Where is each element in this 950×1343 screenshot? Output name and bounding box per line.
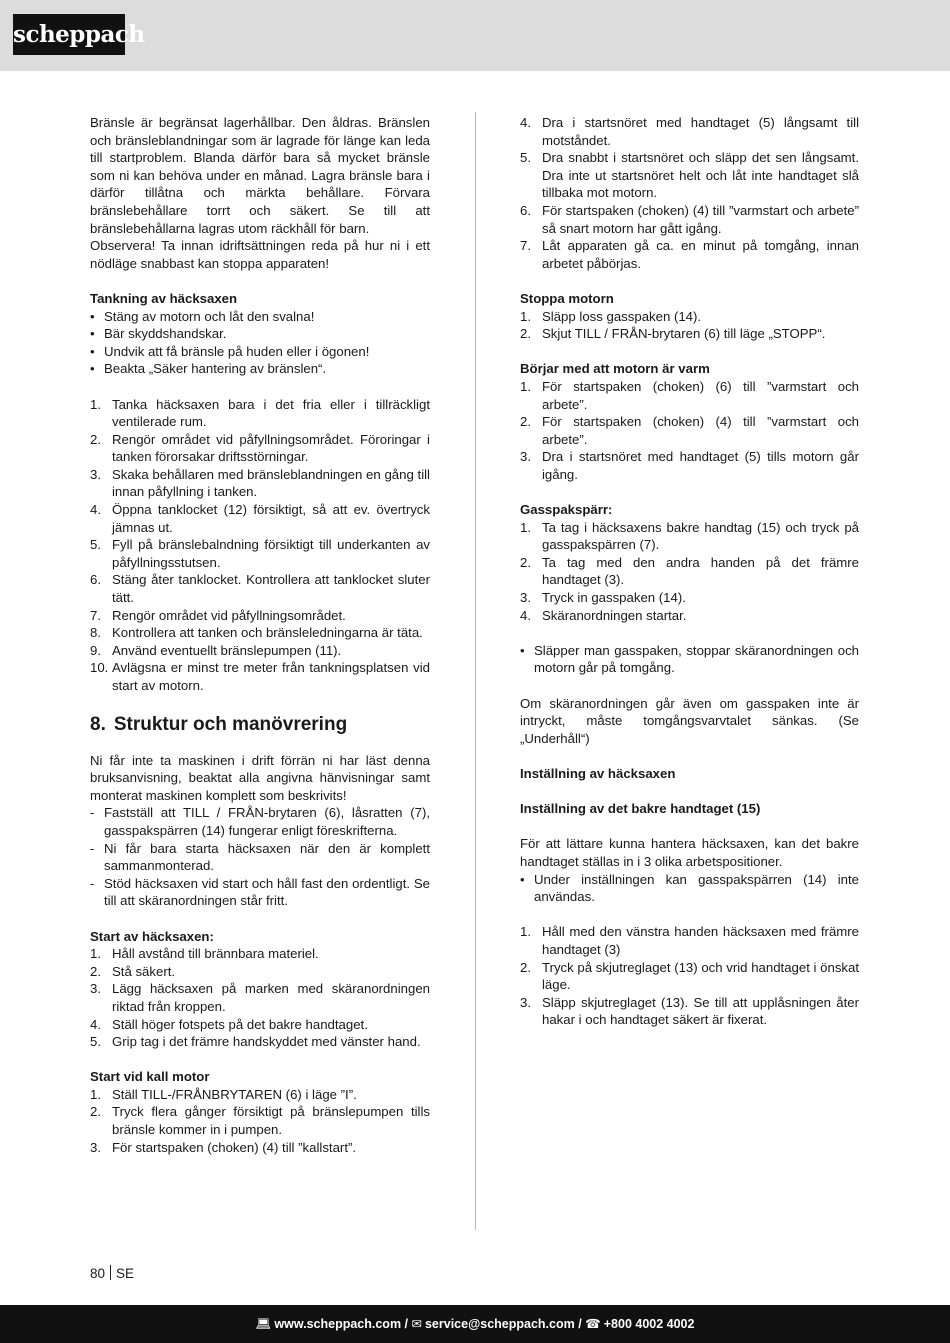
idle-speed-note: Om skäranordningen går även om gasspaken inte är intryckt, måste tomgångsvarvtalet sänkas. (Se „Underhåll“) (520, 695, 859, 746)
rear-handle-steps-list (520, 923, 859, 1029)
list-item: 5. Grip tag i det främre handskyddet med vänster hand. (90, 1034, 421, 1050)
list-item: 3. Dra i startsnöret med handtaget (5) tills motorn går igång. (520, 449, 859, 482)
list-item: 1. Håll med den vänstra handen häcksaxen med främre handtaget (3) (520, 924, 859, 957)
list-item: 1. Tanka häcksaxen bara i det fria eller i tillräckligt ventilerade rum. (90, 396, 430, 430)
list-item: • Beakta „Säker hantering av bränslen“. (90, 361, 327, 377)
list-item: 3. Lägg häcksaxen på marken med skäranordningen riktad från kroppen. (90, 981, 430, 1014)
list-item: 4. Skäranordningen startar. (520, 607, 687, 623)
refuel-steps-list (90, 396, 430, 695)
list-item: 1. Håll avstånd till brännbara materiel. (90, 946, 319, 962)
list-item: 9. Använd eventuellt bränslepumpen (11). (90, 642, 342, 658)
settings-heading: Inställning av häcksaxen (520, 765, 676, 781)
list-item: 1. Släpp loss gasspaken (14). (520, 308, 702, 324)
envelope-icon: ✉︎ (411, 1317, 422, 1331)
list-item: 2. För startspaken (choken) (4) till ”varmstart och arbete”. (520, 414, 859, 447)
list-item: 1. För startspaken (choken) (6) till ”varmstart och arbete”. (520, 378, 859, 412)
stop-engine-steps-list (520, 308, 859, 343)
rear-handle-heading: Inställning av det bakre handtaget (15) (520, 801, 761, 817)
list-item: 8. Kontrollera att tanken och bränsleledningarna är täta. (90, 625, 423, 641)
list-item: 2. Tryck på skjutreglaget (13) och vrid handtaget i önskat läge. (520, 959, 859, 993)
list-item: - Stöd häcksaxen vid start och håll fast den ordentligt. Se till att skäranordningen står fritt. (90, 875, 430, 909)
section-heading (90, 713, 430, 737)
list-item: 2. Ta tag med den andra handen på det främre handtaget (3). (520, 554, 859, 588)
warm-start-heading: Börjar med att motorn är varm (520, 361, 710, 377)
cold-start-heading: Start vid kall motor (90, 1069, 210, 1085)
list-item: 5. Dra snabbt i startsnöret och släpp det sen långsamt. Dra inte ut startsnöret helt och låt inte handtaget slå tillbaka mot motorn. (520, 150, 859, 201)
throttle-lock-heading: Gasspakspärr: (520, 502, 613, 518)
list-item: - Ni får bara starta häcksaxen när den är komplett sammanmonterad. (90, 840, 430, 874)
list-item: • Bär skyddshandskar. (90, 326, 227, 342)
cold-start-steps-list (90, 1086, 430, 1156)
column-divider (475, 112, 476, 1230)
cold-start-steps-continued (520, 114, 859, 272)
section-title: Struktur och manövrering (113, 713, 348, 735)
throttle-release-bullet: • Släpper man gasspaken, stoppar skäranordningen och motorn går på tomgång. (520, 642, 859, 676)
list-item: • Undvik att få bränsle på huden eller i ögonen! (90, 343, 370, 359)
list-item: 6. Stäng åter tanklocket. Kontrollera att tanklocket sluter tätt. (90, 572, 430, 606)
list-item: 6. För startspaken (choken) (4) till ”varmstart och arbete” så snart motorn har gått igång. (520, 202, 859, 236)
language-code: SE (116, 1266, 135, 1281)
list-item: 4. Ställ höger fotspets på det bakre handtaget. (90, 1016, 368, 1032)
rear-handle-intro: För att lättare kunna hantera häcksaxen, kan det bakre handtaget ställas in i 3 olika arbetspositioner. (520, 836, 859, 869)
fuel-storage-paragraph: Bränsle är begränsat lagerhållbar. Den åldras. Bränslen och bränsleblandningar som är lagrade för länge kan leda till startproblem. Blanda därför bara så mycket bränsle som ni kan behöva under en månad. Lagra bränsle bara i därför tillåtna och märkta behållare. Förvara bränslebehållare torrt och säkert. Se till att bränslebehållarna lagras utom räckhåll för barn. (90, 115, 430, 236)
start-steps-list (90, 945, 430, 1051)
footer-separator: / (574, 1317, 586, 1331)
refuel-bullet-list (90, 308, 430, 378)
right-column (520, 114, 859, 1029)
email-link[interactable]: service@scheppach.com (424, 1317, 575, 1331)
list-item: 4. Dra i startsnöret med handtaget (5) långsamt till motståndet. (520, 115, 859, 148)
website-link[interactable]: www.scheppach.com (274, 1317, 402, 1331)
footer-separator: / (401, 1317, 412, 1331)
page-header (0, 0, 950, 71)
page-footer (0, 1305, 950, 1343)
emergency-note: Observera! Ta innan idriftsättningen reda på hur ni i ett nödläge snabbast kan stoppa apparaten! (90, 238, 430, 271)
section-intro: Ni får inte ta maskinen i drift förrän ni har läst denna bruksanvisning, beaktat alla angivna hänvisningar samt monterat maskinen komplett som beskrivits! (90, 752, 430, 803)
list-item: • Stäng av motorn och låt den svalna! (90, 308, 315, 324)
list-item: 7. Rengör området vid påfyllningsområdet. (90, 607, 346, 623)
phone-number[interactable]: +800 4002 4002 (603, 1317, 695, 1331)
list-item: 2. Rengör området vid påfyllningsområdet. Föroringar i tanken förorsakar driftsstörningar. (90, 431, 430, 465)
list-item: 2. Tryck flera gånger försiktigt på bränslepumpen tills bränsle kommer in i pumpen. (90, 1104, 430, 1138)
brand-logo: scheppach (13, 14, 125, 55)
list-item: 4. Öppna tanklocket (12) försiktigt, så att ev. övertryck jämnas ut. (90, 502, 430, 535)
left-column (90, 114, 430, 1156)
refuel-heading: Tankning av häcksaxen (90, 290, 238, 306)
list-item: 1. Ta tag i häcksaxens bakre handtag (15) och tryck på gasspakspärren (7). (520, 519, 859, 553)
list-item: 3. Skaka behållaren med bränsleblandningen en gång till innan påfyllning i tanken. (90, 466, 430, 500)
computer-icon: 💻︎ (255, 1317, 272, 1331)
warm-start-steps-list (520, 378, 859, 484)
rear-handle-bullet: • Under inställningen kan gasspakspärren (14) inte användas. (520, 871, 859, 905)
start-heading: Start av häcksaxen: (90, 928, 214, 944)
list-item: 7. Låt apparaten gå ca. en minut på tomgång, innan arbetet påbörjas. (520, 238, 859, 271)
list-item: - Fastställ att TILL / FRÅN-brytaren (6), låsratten (7), gasspakspärren (14) fungerar enligt föreskrifterna. (90, 805, 430, 838)
page-number (90, 1265, 134, 1281)
list-item: 2. Stå säkert. (90, 963, 176, 979)
stop-engine-heading: Stoppa motorn (520, 290, 614, 306)
list-item: 5. Fyll på bränslebalndning försiktigt till underkanten av påfyllningsstutsen. (90, 537, 430, 570)
list-item: 2. Skjut TILL / FRÅN-brytaren (6) till läge „STOPP“. (520, 326, 826, 342)
phone-icon: ☎︎ (585, 1317, 601, 1331)
page-number-value: 80 (90, 1266, 106, 1281)
section-dash-list (90, 804, 430, 910)
section-number: 8. (90, 713, 106, 735)
list-item: 3. Tryck in gasspaken (14). (520, 590, 686, 606)
list-item: 10. Avlägsna er minst tre meter från tankningsplatsen vid start av motorn. (90, 660, 430, 693)
list-item: 1. Ställ TILL-/FRÅNBRYTAREN (6) i läge ”I”. (90, 1086, 357, 1102)
list-item: 3. Släpp skjutreglaget (13). Se till att upplåsningen åter hakar i och handtaget säkert är fixerat. (520, 994, 859, 1028)
throttle-lock-steps-list (520, 519, 859, 625)
list-item: 3. För startspaken (choken) (4) till ”kallstart”. (90, 1139, 357, 1155)
